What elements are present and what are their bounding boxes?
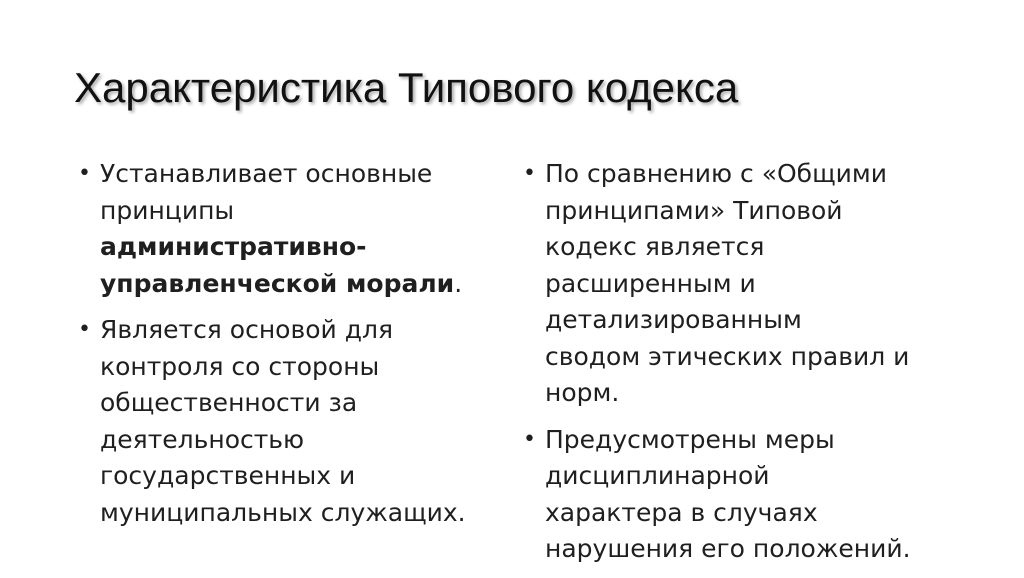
- bullet-line: [545, 302, 953, 339]
- bullet-line: [100, 385, 508, 422]
- bullet-line: [545, 375, 953, 412]
- bold-text-run: управленческой морали: [100, 268, 455, 298]
- text-run: деятельностью: [100, 424, 305, 454]
- bullet-item: [78, 312, 508, 531]
- text-run: дисциплинарной: [545, 461, 770, 490]
- bullet-item: [78, 156, 508, 302]
- text-run: муниципальных служащих.: [100, 497, 466, 527]
- bullet-line: [545, 422, 953, 459]
- right-column: [523, 156, 953, 578]
- bullet-line: [545, 531, 953, 568]
- text-run: детализированным: [545, 305, 802, 334]
- text-run: сводом этических правил и: [545, 341, 910, 371]
- bullet-icon: •: [78, 317, 91, 342]
- bullet-item: [523, 422, 953, 568]
- bullet-line: [100, 458, 508, 495]
- bullet-line: [545, 266, 953, 303]
- bullet-line: [100, 349, 508, 386]
- text-run: .: [454, 268, 463, 298]
- text-run: Устанавливает основные: [100, 159, 433, 188]
- bullet-line: [545, 193, 953, 230]
- bullet-line: [100, 495, 508, 532]
- text-run: Предусмотрены меры: [545, 424, 835, 454]
- text-run: принципы: [100, 195, 235, 225]
- text-run: характера в случаях: [545, 497, 818, 527]
- text-run: общественности за: [100, 388, 358, 417]
- text-run: государственных и: [100, 461, 356, 490]
- slide-title: Характеристика Типового кодекса: [74, 64, 739, 111]
- text-run: расширенным и: [545, 268, 756, 298]
- left-column: [78, 156, 508, 541]
- bullet-line: [545, 458, 953, 495]
- bullet-icon: •: [523, 426, 536, 452]
- text-run: нарушения его положений.: [545, 534, 911, 563]
- bullet-line: [545, 495, 953, 532]
- bullet-line: [100, 156, 508, 193]
- bullet-icon: •: [78, 161, 91, 186]
- bullet-line: [545, 339, 953, 376]
- text-run: По сравнению с «Общими: [545, 159, 888, 188]
- bullet-line: [100, 193, 508, 230]
- text-run: кодекс является: [545, 232, 765, 261]
- bullet-line: [545, 229, 953, 266]
- text-run: контроля со стороны: [100, 351, 380, 381]
- bullet-line: [100, 312, 508, 349]
- bullet-line: [545, 156, 953, 193]
- bold-text-run: административно-: [100, 232, 367, 261]
- bullet-line: [100, 229, 508, 266]
- bullet-item: [523, 156, 953, 412]
- bullet-icon: •: [523, 161, 536, 186]
- bullet-line: [100, 422, 508, 459]
- text-run: принципами» Типовой: [545, 195, 843, 225]
- bullet-line: [100, 266, 508, 303]
- text-run: норм.: [545, 378, 620, 407]
- text-run: Является основой для: [100, 315, 394, 344]
